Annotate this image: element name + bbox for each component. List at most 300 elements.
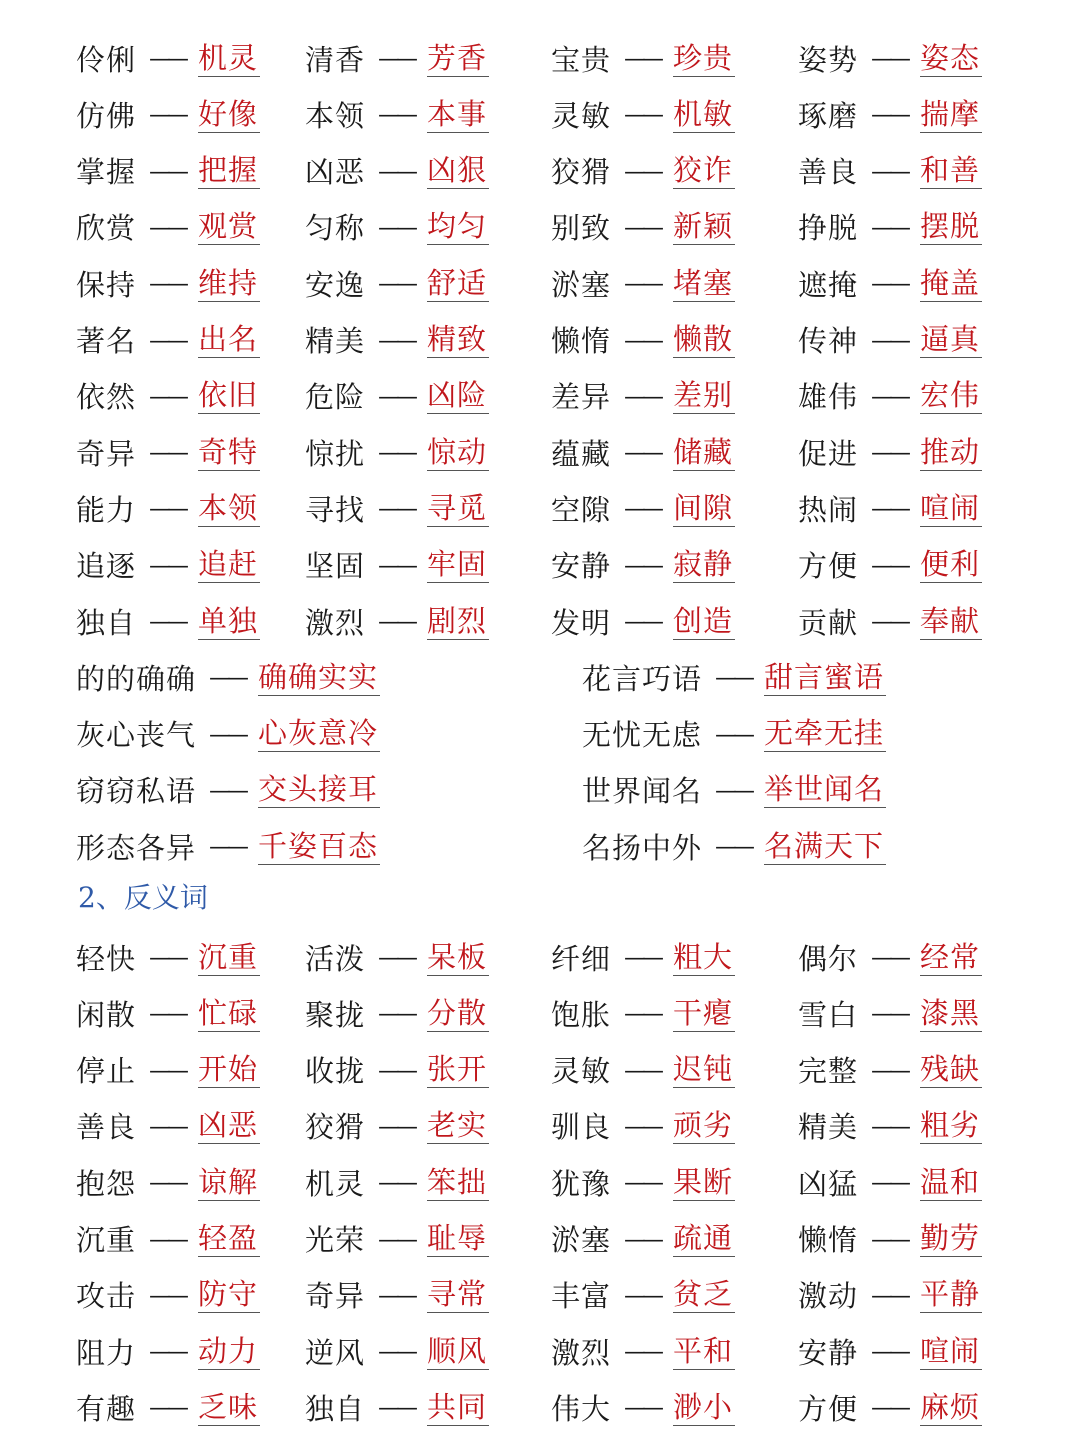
antonym-answer: 笨拙 xyxy=(427,1164,488,1199)
dash-separator: —— xyxy=(149,47,186,72)
synonym-word: 仿佛 xyxy=(76,98,137,133)
synonym-answer: 好像 xyxy=(198,96,259,131)
synonym-answer: 本事 xyxy=(427,96,488,131)
antonym-pair xyxy=(76,1325,260,1381)
idiom-word: 灰心丧气 xyxy=(76,718,197,753)
synonym-pair xyxy=(551,88,735,144)
dash-separator: —— xyxy=(149,497,186,523)
dash-separator: —— xyxy=(378,497,415,523)
antonym-word: 阻力 xyxy=(76,1335,137,1370)
synonym-word: 能力 xyxy=(76,492,137,527)
idiom-word: 世界闻名 xyxy=(582,774,703,809)
antonym-answer: 忙碌 xyxy=(198,995,259,1030)
synonym-answer: 便利 xyxy=(920,547,981,582)
antonym-pair xyxy=(305,931,489,987)
antonym-word: 聚拢 xyxy=(305,997,366,1032)
dash-separator: —— xyxy=(624,103,661,129)
antonym-row xyxy=(0,1156,1080,1212)
synonym-answer: 观赏 xyxy=(198,209,259,244)
antonym-word: 善良 xyxy=(76,1110,137,1145)
antonym-answer: 残缺 xyxy=(920,1052,981,1087)
dash-separator: —— xyxy=(149,1114,186,1140)
antonym-row xyxy=(0,931,1080,987)
idiom-answer: 甜言蜜语 xyxy=(764,659,885,694)
synonym-pair xyxy=(551,370,735,426)
synonym-pair xyxy=(798,539,982,595)
dash-separator: —— xyxy=(715,666,752,692)
dash-separator: —— xyxy=(378,47,415,72)
antonym-word: 独自 xyxy=(305,1391,366,1426)
antonym-pair xyxy=(798,931,982,987)
idiom-answer: 无牵无挂 xyxy=(764,716,885,751)
dash-separator: —— xyxy=(149,1227,186,1253)
antonym-word: 淤塞 xyxy=(551,1223,612,1257)
synonym-answer: 逼真 xyxy=(920,322,981,356)
dash-separator: —— xyxy=(624,1002,661,1028)
synonym-answer: 奇特 xyxy=(198,434,259,469)
antonym-word: 收拢 xyxy=(305,1054,366,1089)
idiom-pair xyxy=(76,820,380,876)
dash-separator: —— xyxy=(624,215,661,241)
antonym-pair xyxy=(76,987,260,1043)
dash-separator: —— xyxy=(624,1058,661,1084)
synonym-answer: 凶狠 xyxy=(427,153,488,188)
synonym-answer: 储藏 xyxy=(673,434,734,469)
antonym-word: 驯良 xyxy=(551,1110,612,1145)
dash-separator: —— xyxy=(715,722,752,748)
dash-separator: —— xyxy=(624,1396,661,1422)
dash-separator: —— xyxy=(624,328,661,354)
antonym-answer: 寻常 xyxy=(427,1277,488,1312)
synonym-answer: 惊动 xyxy=(427,434,488,469)
synonym-pair xyxy=(305,426,489,482)
synonym-word: 狡猾 xyxy=(551,155,612,190)
synonym-answer: 依旧 xyxy=(198,378,259,413)
synonym-pair xyxy=(798,145,982,201)
synonym-pair xyxy=(551,201,735,257)
dash-separator: —— xyxy=(871,272,908,298)
synonym-row xyxy=(0,314,1080,370)
dash-separator: —— xyxy=(871,1340,908,1366)
dash-separator: —— xyxy=(624,610,661,635)
synonym-answer: 珍贵 xyxy=(673,40,734,75)
antonym-row xyxy=(0,1325,1080,1381)
dash-separator: —— xyxy=(624,946,661,971)
synonym-word: 发明 xyxy=(551,605,612,640)
antonym-pair xyxy=(798,1044,982,1100)
antonym-pair xyxy=(798,1100,982,1156)
synonym-answer: 机灵 xyxy=(198,40,259,75)
idiom-answer: 心灰意冷 xyxy=(258,716,379,751)
synonym-word: 传神 xyxy=(798,324,859,358)
antonym-word: 激烈 xyxy=(551,1335,612,1370)
idiom-pair xyxy=(76,764,380,820)
synonym-word: 挣脱 xyxy=(798,211,859,246)
dash-separator: —— xyxy=(624,1227,661,1253)
antonym-word: 闲散 xyxy=(76,997,137,1032)
idiom-row xyxy=(0,820,1080,876)
dash-separator: —— xyxy=(871,103,908,129)
antonym-word: 凶猛 xyxy=(798,1166,859,1201)
synonym-row xyxy=(0,201,1080,257)
antonym-word: 伟大 xyxy=(551,1391,612,1426)
synonym-pair xyxy=(798,201,982,257)
antonym-answer: 贫乏 xyxy=(673,1277,734,1312)
dash-separator: —— xyxy=(871,946,908,971)
synonym-pair xyxy=(798,482,982,538)
dash-separator: —— xyxy=(209,778,246,804)
synonym-word: 安静 xyxy=(551,549,612,584)
antonym-pair xyxy=(305,1100,489,1156)
synonym-row xyxy=(0,88,1080,144)
synonym-word: 空隙 xyxy=(551,492,612,527)
synonym-answer: 芳香 xyxy=(427,40,488,75)
antonym-row xyxy=(0,1381,1080,1437)
antonym-word: 犹豫 xyxy=(551,1166,612,1201)
synonym-word: 雄伟 xyxy=(798,380,859,415)
dash-separator: —— xyxy=(871,215,908,241)
dash-separator: —— xyxy=(871,497,908,523)
antonym-word: 饱胀 xyxy=(551,997,612,1032)
synonym-pair xyxy=(305,595,489,651)
idiom-word: 的的确确 xyxy=(76,661,197,696)
dash-separator: —— xyxy=(149,384,186,410)
dash-separator: —— xyxy=(149,1340,186,1366)
antonym-answer: 动力 xyxy=(198,1333,259,1368)
antonym-pair xyxy=(551,1325,735,1381)
dash-separator: —— xyxy=(871,1171,908,1197)
antonym-word: 方便 xyxy=(798,1391,859,1426)
dash-separator: —— xyxy=(624,1340,661,1366)
synonym-row xyxy=(0,595,1080,651)
synonym-pair xyxy=(551,482,735,538)
synonym-word: 懒惰 xyxy=(551,324,612,358)
synonym-word: 清香 xyxy=(305,42,366,77)
antonym-pair xyxy=(76,1213,260,1269)
synonym-pair xyxy=(798,314,982,370)
synonym-word: 善良 xyxy=(798,155,859,190)
synonym-pair xyxy=(305,314,489,370)
synonym-answer: 新颖 xyxy=(673,209,734,244)
antonym-word: 偶尔 xyxy=(798,941,859,976)
dash-separator: —— xyxy=(624,553,661,579)
antonym-answer: 粗大 xyxy=(673,939,734,974)
antonym-word: 丰富 xyxy=(551,1279,612,1314)
antonym-pair xyxy=(305,1213,489,1269)
antonym-answer: 麻烦 xyxy=(920,1389,981,1424)
synonym-answer: 懒散 xyxy=(673,322,734,356)
synonym-answer: 牢固 xyxy=(427,547,488,582)
dash-separator: —— xyxy=(378,1114,415,1140)
synonym-answer: 寂静 xyxy=(673,547,734,582)
dash-separator: —— xyxy=(871,1114,908,1140)
synonym-pair xyxy=(305,88,489,144)
dash-separator: —— xyxy=(378,384,415,410)
synonym-answer: 出名 xyxy=(198,322,259,356)
dash-separator: —— xyxy=(624,1283,661,1309)
antonym-pair xyxy=(76,1044,260,1100)
synonym-word: 灵敏 xyxy=(551,98,612,133)
synonym-answer: 追赶 xyxy=(198,547,259,582)
synonym-answer: 堵塞 xyxy=(673,265,734,300)
synonym-word: 欣赏 xyxy=(76,211,137,246)
synonym-pair xyxy=(551,145,735,201)
synonym-row xyxy=(0,257,1080,313)
dash-separator: —— xyxy=(624,1114,661,1140)
synonym-answer: 差别 xyxy=(673,378,734,413)
antonym-row xyxy=(0,1044,1080,1100)
idiom-pair xyxy=(76,708,380,764)
idiom-answer: 千姿百态 xyxy=(258,828,379,863)
dash-separator: —— xyxy=(378,610,415,635)
synonym-pair xyxy=(551,426,735,482)
idiom-word: 形态各异 xyxy=(76,830,197,865)
synonym-word: 著名 xyxy=(76,324,137,358)
synonym-answer: 和善 xyxy=(920,153,981,188)
antonym-word: 完整 xyxy=(798,1054,859,1089)
antonym-pair xyxy=(76,931,260,987)
synonym-pair xyxy=(76,539,260,595)
dash-separator: —— xyxy=(871,1002,908,1028)
dash-separator: —— xyxy=(871,1283,908,1309)
dash-separator: —— xyxy=(149,215,186,241)
antonym-pair xyxy=(76,1100,260,1156)
synonym-answer: 均匀 xyxy=(427,209,488,244)
antonym-pair xyxy=(551,1269,735,1325)
antonym-answer: 喧闹 xyxy=(920,1333,981,1368)
antonym-word: 光荣 xyxy=(305,1223,366,1257)
idiom-answer: 确确实实 xyxy=(258,659,379,694)
synonym-pair xyxy=(551,257,735,313)
synonym-word: 本领 xyxy=(305,98,366,133)
synonym-word: 贡献 xyxy=(798,605,859,640)
antonym-answer: 沉重 xyxy=(198,939,259,974)
synonym-answer: 单独 xyxy=(198,603,259,638)
synonym-row xyxy=(0,539,1080,595)
synonym-word: 凶恶 xyxy=(305,155,366,190)
dash-separator: —— xyxy=(209,835,246,861)
antonym-answer: 老实 xyxy=(427,1108,488,1143)
antonym-row xyxy=(0,987,1080,1043)
idiom-answer: 交头接耳 xyxy=(258,772,379,807)
dash-separator: —— xyxy=(871,610,908,635)
synonym-word: 依然 xyxy=(76,380,137,415)
synonym-pair xyxy=(76,257,260,313)
dash-separator: —— xyxy=(378,328,415,354)
synonym-word: 方便 xyxy=(798,549,859,584)
antonym-answer: 共同 xyxy=(427,1389,488,1424)
dash-separator: —— xyxy=(871,441,908,467)
dash-separator: —— xyxy=(149,441,186,467)
dash-separator: —— xyxy=(715,778,752,804)
synonym-answer: 摆脱 xyxy=(920,209,981,244)
synonym-word: 琢磨 xyxy=(798,98,859,133)
synonym-answer: 喧闹 xyxy=(920,490,981,525)
synonym-pair xyxy=(798,32,982,88)
idiom-row xyxy=(0,708,1080,764)
dash-separator: —— xyxy=(149,553,186,579)
synonym-answer: 奉献 xyxy=(920,603,981,638)
antonym-answer: 张开 xyxy=(427,1052,488,1087)
antonym-word: 轻快 xyxy=(76,941,137,976)
antonym-pair xyxy=(551,1213,735,1269)
idiom-row xyxy=(0,651,1080,707)
synonym-pair xyxy=(76,314,260,370)
antonym-pair xyxy=(305,1156,489,1212)
synonym-pair xyxy=(551,314,735,370)
antonym-pair xyxy=(551,1100,735,1156)
antonym-pair xyxy=(551,931,735,987)
synonym-pair xyxy=(305,145,489,201)
antonym-answer: 疏通 xyxy=(673,1221,734,1255)
antonym-word: 逆风 xyxy=(305,1335,366,1370)
dash-separator: —— xyxy=(624,272,661,298)
dash-separator: —— xyxy=(871,47,908,72)
idiom-pair xyxy=(582,764,886,820)
synonym-pair xyxy=(551,32,735,88)
synonym-answer: 宏伟 xyxy=(920,378,981,413)
antonym-pair xyxy=(551,1156,735,1212)
dash-separator: —— xyxy=(149,610,186,635)
dash-separator: —— xyxy=(149,1058,186,1084)
synonym-word: 蕴藏 xyxy=(551,436,612,471)
synonym-answer: 精致 xyxy=(427,322,488,356)
antonym-answer: 果断 xyxy=(673,1164,734,1199)
antonym-answer: 轻盈 xyxy=(198,1221,259,1255)
dash-separator: —— xyxy=(149,1002,186,1028)
synonym-word: 促进 xyxy=(798,436,859,471)
antonym-word: 抱怨 xyxy=(76,1166,137,1201)
dash-separator: —— xyxy=(871,1227,908,1253)
dash-separator: —— xyxy=(378,1058,415,1084)
synonym-word: 宝贵 xyxy=(551,42,612,77)
dash-separator: —— xyxy=(378,946,415,971)
dash-separator: —— xyxy=(149,103,186,129)
dash-separator: —— xyxy=(624,159,661,185)
synonym-word: 坚固 xyxy=(305,549,366,584)
synonym-word: 匀称 xyxy=(305,211,366,246)
dash-separator: —— xyxy=(871,328,908,354)
antonym-answer: 渺小 xyxy=(673,1389,734,1424)
synonym-pair xyxy=(551,539,735,595)
antonym-pair xyxy=(798,1269,982,1325)
antonym-word: 沉重 xyxy=(76,1223,137,1257)
synonym-word: 姿势 xyxy=(798,42,859,77)
antonym-answer: 防守 xyxy=(198,1277,259,1312)
antonym-answer: 经常 xyxy=(920,939,981,974)
synonym-pair xyxy=(76,145,260,201)
dash-separator: —— xyxy=(871,384,908,410)
dash-separator: —— xyxy=(149,1171,186,1197)
synonym-pair xyxy=(76,482,260,538)
antonym-word: 攻击 xyxy=(76,1279,137,1314)
synonym-pair xyxy=(305,201,489,257)
synonym-row xyxy=(0,426,1080,482)
dash-separator: —— xyxy=(378,1002,415,1028)
synonym-answer: 凶险 xyxy=(427,378,488,413)
synonym-answer: 舒适 xyxy=(427,265,488,300)
idiom-pair xyxy=(76,651,380,707)
idiom-word: 无忧无虑 xyxy=(582,718,703,753)
dash-separator: —— xyxy=(624,441,661,467)
synonym-word: 奇异 xyxy=(76,436,137,471)
synonym-word: 伶俐 xyxy=(76,42,137,77)
antonym-answer: 粗劣 xyxy=(920,1108,981,1143)
synonym-pair xyxy=(798,370,982,426)
dash-separator: —— xyxy=(378,272,415,298)
antonym-answer: 勤劳 xyxy=(920,1221,981,1255)
dash-separator: —— xyxy=(871,159,908,185)
antonym-pair xyxy=(305,1269,489,1325)
synonym-pair xyxy=(305,257,489,313)
dash-separator: —— xyxy=(378,1171,415,1197)
synonym-pair xyxy=(305,539,489,595)
synonym-word: 热闹 xyxy=(798,492,859,527)
antonym-answer: 漆黑 xyxy=(920,995,981,1030)
idiom-word: 花言巧语 xyxy=(582,661,703,696)
idiom-word: 窃窃私语 xyxy=(76,774,197,809)
dash-separator: —— xyxy=(378,553,415,579)
dash-separator: —— xyxy=(624,47,661,72)
synonym-word: 危险 xyxy=(305,380,366,415)
idiom-pair xyxy=(582,820,886,876)
dash-separator: —— xyxy=(149,946,186,971)
antonym-word: 狡猾 xyxy=(305,1110,366,1145)
synonym-answer: 机敏 xyxy=(673,96,734,131)
antonym-word: 雪白 xyxy=(798,997,859,1032)
synonym-pair xyxy=(76,595,260,651)
antonym-answer: 顺风 xyxy=(427,1333,488,1368)
dash-separator: —— xyxy=(149,1396,186,1422)
synonym-row xyxy=(0,370,1080,426)
synonym-answer: 掩盖 xyxy=(920,265,981,300)
synonym-answer: 推动 xyxy=(920,434,981,469)
synonym-word: 精美 xyxy=(305,324,366,358)
synonym-answer: 剧烈 xyxy=(427,603,488,638)
antonym-pair xyxy=(798,1381,982,1437)
synonym-pair xyxy=(551,595,735,651)
synonym-pair xyxy=(76,32,260,88)
antonym-pair xyxy=(305,987,489,1043)
synonym-word: 保持 xyxy=(76,267,137,302)
antonym-pair xyxy=(551,1381,735,1437)
dash-separator: —— xyxy=(871,1058,908,1084)
synonym-pair xyxy=(798,88,982,144)
synonym-word: 差异 xyxy=(551,380,612,415)
antonym-answer: 温和 xyxy=(920,1164,981,1199)
antonym-answer: 凶恶 xyxy=(198,1108,259,1143)
antonym-row xyxy=(0,1269,1080,1325)
synonym-word: 遮掩 xyxy=(798,267,859,302)
antonym-answer: 开始 xyxy=(198,1052,259,1087)
synonym-answer: 寻觅 xyxy=(427,490,488,525)
synonym-row xyxy=(0,32,1080,88)
idiom-word: 名扬中外 xyxy=(582,830,703,865)
antonym-word: 精美 xyxy=(798,1110,859,1145)
dash-separator: —— xyxy=(209,722,246,748)
antonym-row xyxy=(0,1100,1080,1156)
antonym-pair xyxy=(305,1381,489,1437)
synonym-pair xyxy=(798,595,982,651)
dash-separator: —— xyxy=(378,1227,415,1253)
antonym-word: 安静 xyxy=(798,1335,859,1370)
synonym-answer: 本领 xyxy=(198,490,259,525)
dash-separator: —— xyxy=(715,835,752,861)
synonym-answer: 维持 xyxy=(198,265,259,300)
dash-separator: —— xyxy=(149,1283,186,1309)
antonym-word: 懒惰 xyxy=(798,1223,859,1257)
synonym-word: 安逸 xyxy=(305,267,366,302)
